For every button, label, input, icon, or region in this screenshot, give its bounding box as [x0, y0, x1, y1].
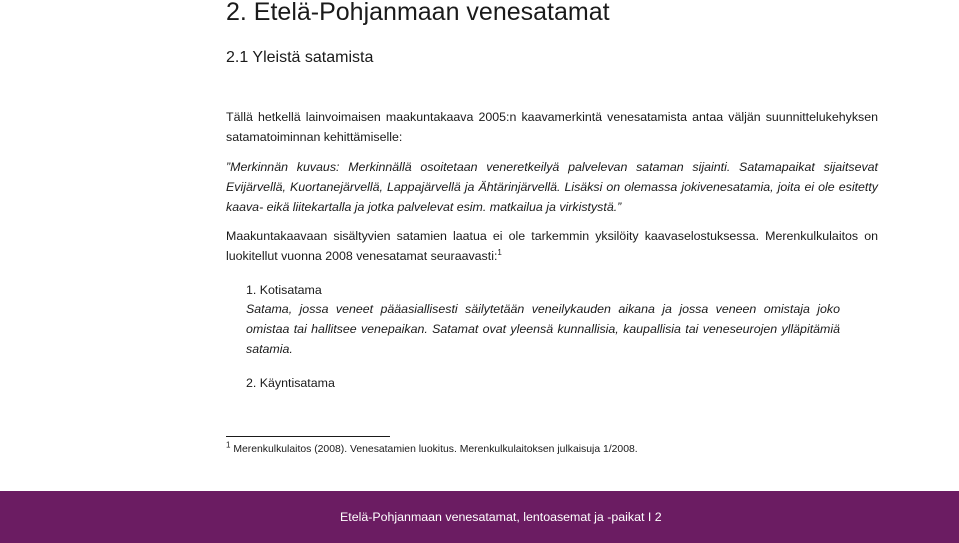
section-title: 2.1 Yleistä satamista: [226, 49, 374, 66]
quote-paragraph: ”Merkinnän kuvaus: Merkinnällä osoitetaan veneretkeilyä palvelevan sataman sijainti. Satamapaikat sijaitsevat Evijärvellä, Kuortanejärvellä, Lappajärvellä ja Ähtärinjärvellä. Lisäksi on olemassa jokivenesatamia, joita ei ole esitetty kaava- eikä liitekartalla ja jotka palvelevat esim. matkailua ja virkistystä.”: [226, 160, 878, 214]
body-paragraph-text: Maakuntakaavaan sisältyvien satamien laatua ei ole tarkemmin yksilöity kaavaselostuksessa. Merenkulkulaitos on luokitellut vuonna 2008 venesatamat seuraavasti:: [226, 229, 878, 263]
footnote-marker: 1: [226, 440, 231, 450]
list-item-description-1: Satama, jossa veneet pääasiallisesti säilytetään veneilykauden aikana ja jossa veneen omistaja joko omistaa tai hallitsee venepaikan. Satamat ovat yleensä kunnallisia, kaupallisia tai veneseurojen ylläpitämiä satamia.: [246, 302, 840, 356]
footnote-text: Merenkulkulaitos (2008). Venesatamien luokitus. Merenkulkulaitoksen julkaisuja 1/2008.: [230, 444, 638, 455]
footnote: [226, 442, 638, 458]
list-item-title-2: 2. Käyntisatama: [246, 376, 335, 390]
footnote-reference: 1: [497, 247, 502, 257]
footnote-divider: [226, 436, 390, 437]
footer-band: [0, 491, 959, 543]
body-paragraph: [226, 226, 878, 266]
intro-paragraph: Tällä hetkellä lainvoimaisen maakuntakaava 2005:n kaavamerkintä venesatamista antaa väljän suunnittelukehyksen satamatoiminnan kehittämiselle:: [226, 110, 878, 144]
footer-text: Etelä-Pohjanmaan venesatamat, lentoasemat ja -paikat I 2: [340, 510, 662, 524]
list-item-title-1: 1. Kotisatama: [246, 283, 322, 297]
page-title: 2. Etelä-Pohjanmaan venesatamat: [226, 0, 610, 26]
